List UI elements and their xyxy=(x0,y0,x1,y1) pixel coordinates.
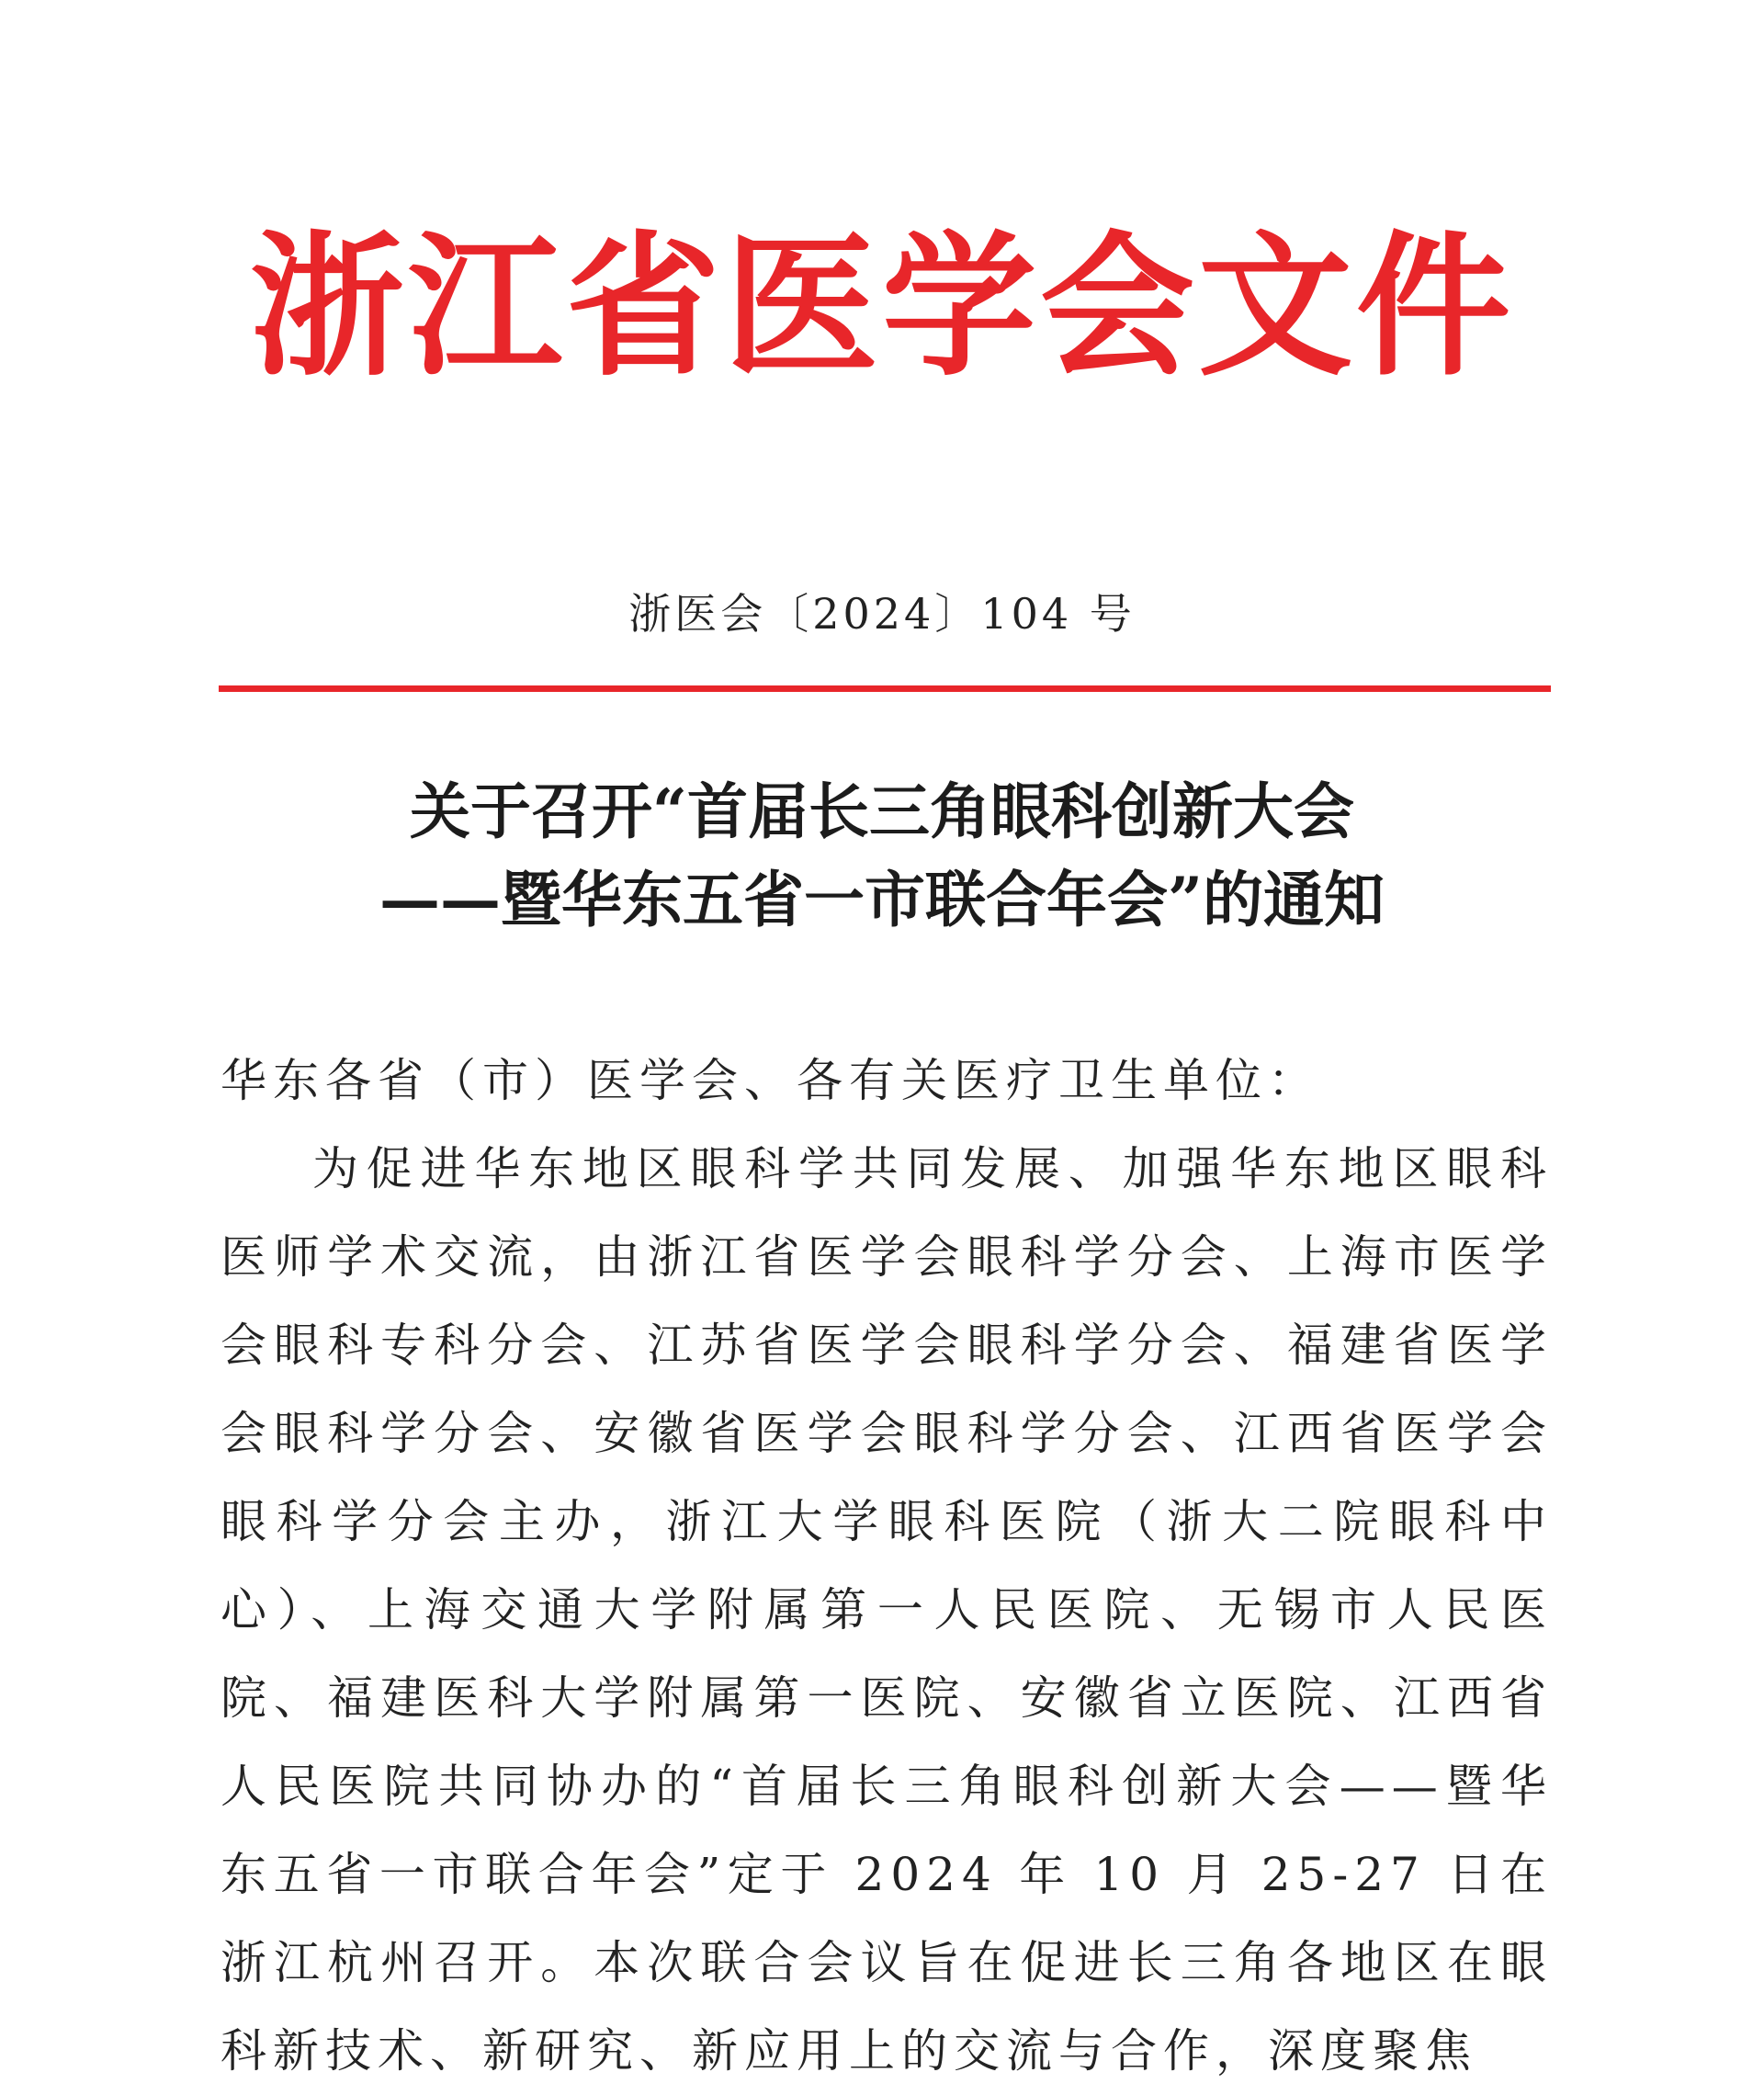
document-number: 浙医会〔2024〕104 号 xyxy=(628,589,1136,639)
title-line-1: 关于召开“首届长三角眼科创新大会 xyxy=(410,776,1354,847)
body-paragraph: 为促进华东地区眼科学共同发展、加强华东地区眼科医师学术交流，由浙江省医学会眼科学分会、上海市医学会眼科专科分会、江苏省医学会眼科学分会、福建省医学会眼科学分会、安徽省医学会眼科学分会、江西省医学会眼科学分会主办，浙江大学眼科医院（浙大二院眼科中心）、上海交通大学附属第一人民医院、无锡市人民医院、福建医科大学附属第一医院、安徽省立医院、江西省人民医院共同协办的“首届长三角眼科创新大会——暨华东五省一市联合年会”定于 2024 年 10 月 25-27 日在浙江杭州召开。本次联合会议旨在促进长三角各地区在眼科新技术、新研究、新应用上的交流与合作，深度聚焦 xyxy=(220,1142,1553,2078)
document-body xyxy=(220,1036,1553,2095)
title-line-2: ——暨华东五省一市联合年会”的通知 xyxy=(379,864,1385,935)
document-masthead: 浙江省医学会文件 xyxy=(250,215,1514,397)
salutation: 华东各省（市）医学会、各有关医疗卫生单位： xyxy=(220,1054,1320,1107)
red-divider-line xyxy=(219,685,1551,692)
document-title xyxy=(0,767,1764,944)
